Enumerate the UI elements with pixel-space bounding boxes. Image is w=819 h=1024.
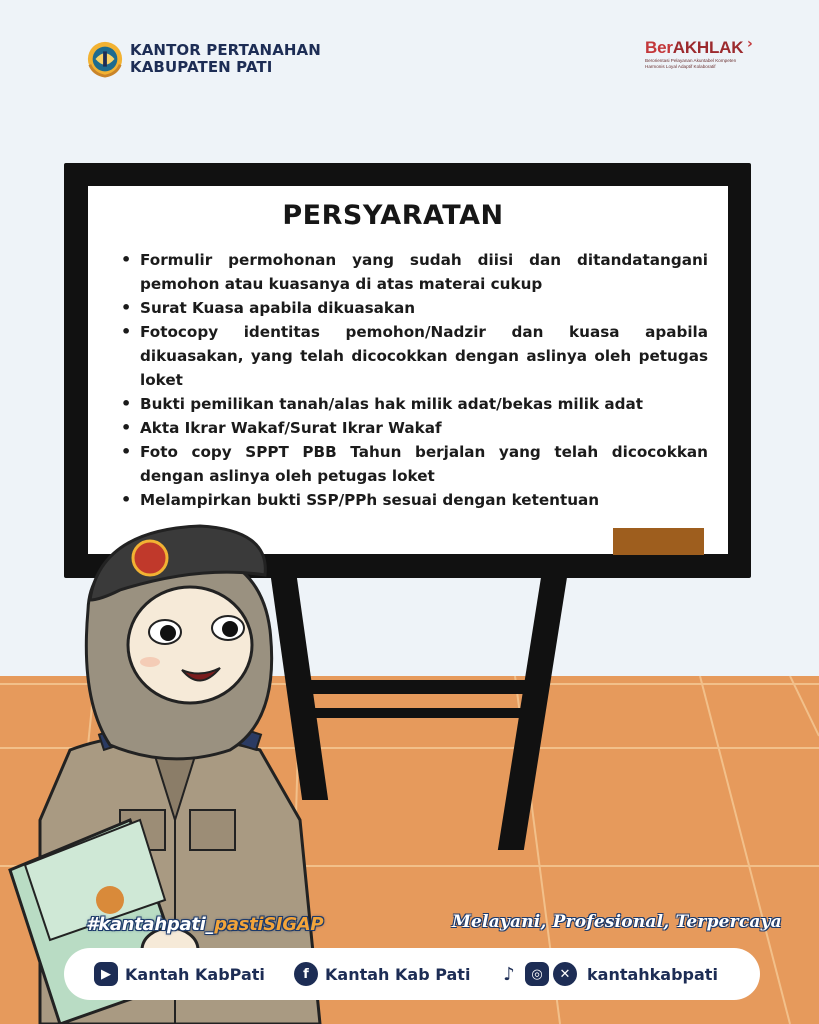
youtube-link[interactable] (94, 962, 265, 986)
seal-icon (86, 40, 124, 78)
hashtag (86, 914, 323, 935)
facebook-icon: f (294, 962, 318, 986)
youtube-label: Kantah KabPati (125, 964, 265, 984)
brand-ber: Ber (645, 38, 673, 57)
tiktok-icon: ♪ (497, 962, 521, 986)
list-item: • Bukti pemilikan tanah/alas hak milik adat/bekas milik adat (118, 392, 708, 416)
hashtag-accent: pastiSIGAP (214, 914, 324, 935)
list-item: • Fotocopy identitas pemohon/Nadzir dan kuasa apabila dikuasakan, yang telah dicocokkan dengan aslinya oleh petugas loket (118, 320, 708, 392)
berakhlak-tagline: Berorientasi Pelayanan Akuntabel Kompeten Harmonis Loyal Adaptif Kolaboratif (645, 58, 737, 69)
motto: Melayani, Profesional, Terpercaya (452, 912, 782, 932)
berakhlak-wordmark (645, 38, 760, 58)
social-bar (64, 948, 760, 1000)
social-handle-link[interactable] (497, 962, 718, 986)
list-item: • Akta Ikrar Wakaf/Surat Ikrar Wakaf (118, 416, 708, 440)
list-item: • Surat Kuasa apabila dikuasakan (118, 296, 708, 320)
list-item: • Formulir permohonan yang sudah diisi dan ditandatangani pemohon atau kuasanya di atas materai cukup (118, 248, 708, 296)
org-logo (86, 40, 321, 78)
social-handle-label: kantahkabpati (587, 964, 718, 984)
org-name (130, 42, 321, 76)
instagram-icon: ◎ (525, 962, 549, 986)
brand-akhlak: AKHLAK (672, 38, 744, 57)
facebook-link[interactable] (294, 962, 470, 986)
list-item: • Foto copy SPPT PBB Tahun berjalan yang telah dicocokkan dengan aslinya oleh petugas loket (118, 440, 708, 488)
berakhlak-logo (645, 38, 760, 69)
requirements-list (118, 248, 708, 512)
board-eraser (613, 528, 704, 555)
chevron-icon: › (747, 36, 753, 52)
org-name-line2: KABUPATEN PATI (130, 58, 273, 76)
x-icon: ✕ (553, 962, 577, 986)
org-name-line1: KANTOR PERTANAHAN (130, 41, 321, 59)
hashtag-main: #kantahpati_ (86, 914, 215, 935)
board-title: PERSYARATAN (282, 200, 504, 231)
youtube-icon: ▶ (94, 962, 118, 986)
facebook-label: Kantah Kab Pati (325, 964, 471, 984)
list-item: • Melampirkan bukti SSP/PPh sesuai dengan ketentuan (118, 488, 708, 512)
